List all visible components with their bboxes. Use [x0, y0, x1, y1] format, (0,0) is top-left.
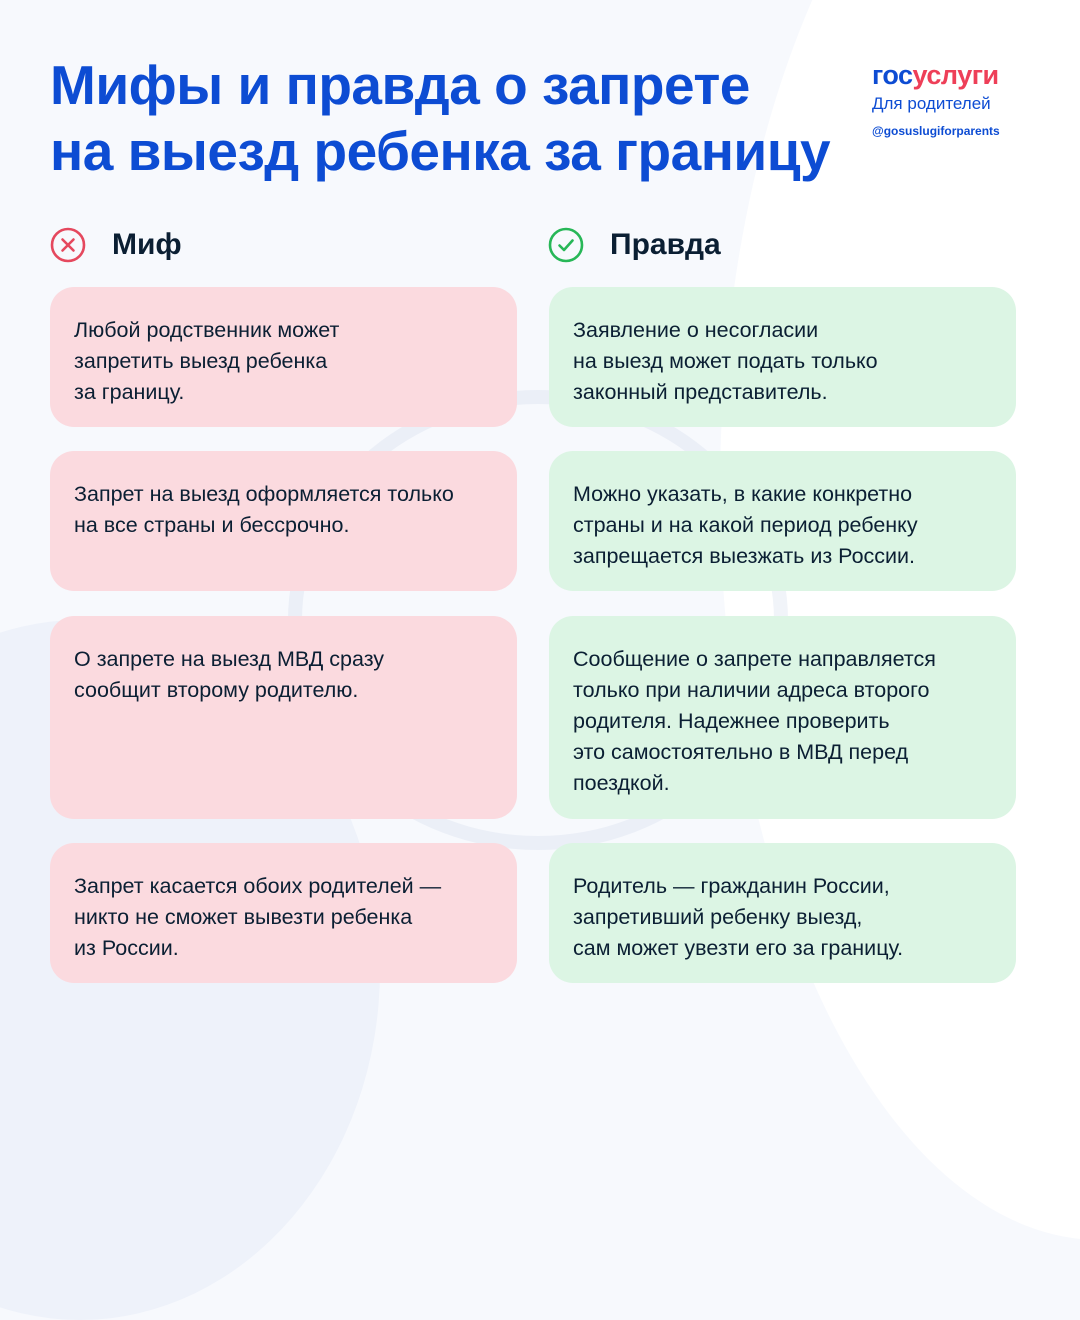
myth-card-4: Запрет касается обоих родителей — никто не сможет вывезти ребенка из России. — [50, 843, 517, 983]
check-circle-icon — [548, 227, 584, 263]
title-line-1: Мифы и правда о запрете — [50, 54, 750, 116]
truth-card-2: Можно указать, в какие конкретно страны и на какой период ребенку запрещается выезжать из России. — [549, 451, 1016, 591]
truth-card-3: Сообщение о запрете направляется только при наличии адреса второго родителя. Надежнее проверить это самостоятельно в МВД перед поездкой. — [549, 616, 1016, 819]
gosuslugi-logo: госуслуги — [872, 60, 999, 90]
myth-column-header — [50, 222, 182, 268]
myth-card-1: Любой родственник может запретить выезд ребенка за границу. — [50, 287, 517, 427]
cross-circle-icon — [50, 227, 86, 263]
truth-card-1: Заявление о несогласии на выезд может подать только законный представитель. — [549, 287, 1016, 427]
title-line-2: на выезд ребенка за границу — [50, 120, 831, 182]
brand-handle: @gosuslugiforparents — [872, 124, 1000, 138]
page-title — [50, 52, 870, 184]
myth-label: Миф — [112, 228, 182, 261]
myth-card-3: О запрете на выезд МВД сразу сообщит второму родителю. — [50, 616, 517, 819]
truth-card-4: Родитель — гражданин России, запретивший ребенку выезд, сам может увезти его за границу. — [549, 843, 1016, 983]
myth-card-2: Запрет на выезд оформляется только на все страны и бессрочно. — [50, 451, 517, 591]
brand-subtitle: Для родителей — [872, 94, 991, 113]
brand-block — [872, 60, 1022, 138]
truth-label: Правда — [610, 228, 721, 261]
truth-column-header — [548, 222, 721, 268]
